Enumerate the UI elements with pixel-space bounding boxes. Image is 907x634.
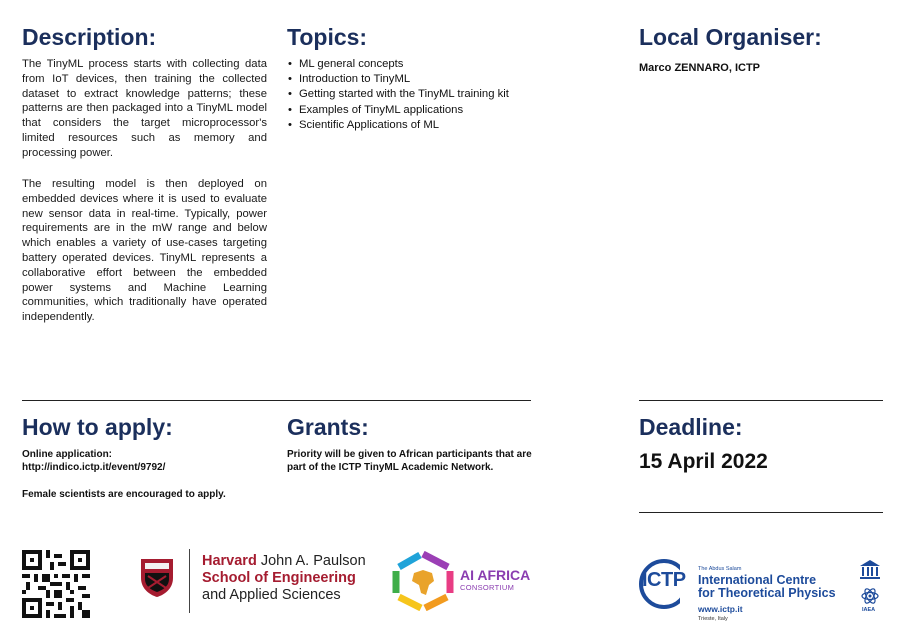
topics-heading: Topics: (287, 24, 368, 50)
qr-code-icon[interactable] (22, 550, 90, 618)
grants-text: Priority will be given to African participants that are part of the ICTP TinyML Academic Network. (287, 449, 532, 473)
unesco-temple-icon (858, 558, 882, 580)
ictp-mark: ICTP (642, 569, 686, 591)
ictp-small-text: The Abdus Salam (698, 566, 742, 572)
ai-africa-hexagon-icon (390, 551, 456, 611)
topic-item: • ML general concepts (288, 57, 509, 72)
harvard-line-3: and Applied Sciences (202, 587, 341, 603)
harvard-divider (189, 549, 190, 613)
description-paragraph-1: The TinyML process starts with collecting data from IoT devices, then training the collected dataset to extract knowledge patterns; these patterns are then packaged into a TinyML model that considers the target microprocessor's limited resources such as memory and processing power. (22, 58, 267, 159)
apply-note: Female scientists are encouraged to apply. (22, 489, 226, 500)
topic-item: • Scientific Applications of ML (288, 118, 509, 133)
description-heading: Description: (22, 24, 157, 50)
apply-online-label: Online application: (22, 449, 113, 460)
ai-africa-title: AI AFRICA (460, 567, 531, 583)
ictp-line-1: International Centre (698, 573, 817, 587)
ai-africa-subtitle: CONSORTIUM (460, 583, 515, 592)
divider-rule-right-bottom (639, 512, 883, 513)
ictp-line-2: for Theoretical Physics (698, 586, 836, 600)
ictp-city: Trieste, Italy (698, 616, 728, 622)
harvard-line-2: School of Engineering (202, 570, 356, 586)
iaea-label: IAEA (862, 607, 876, 613)
iaea-atom-icon (860, 586, 880, 606)
harvard-logo-text (202, 553, 366, 604)
apply-url-link[interactable]: http://indico.ictp.it/event/9792/ (22, 462, 166, 473)
organiser-heading: Local Organiser: (639, 24, 822, 50)
divider-rule-right-top (639, 400, 883, 401)
topics-list (288, 57, 509, 133)
divider-rule-left (22, 400, 531, 401)
organiser-name: Marco ZENNARO, ICTP (639, 62, 761, 74)
grants-heading: Grants: (287, 414, 369, 440)
deadline-date: 15 April 2022 (639, 450, 768, 473)
topic-item: • Getting started with the TinyML training kit (288, 87, 509, 102)
harvard-word: Harvard (202, 553, 257, 569)
description-paragraph-2: The resulting model is then deployed on embedded devices where it is used to evaluate new sensor data in real-time. Typically, power requirements are in the mW range and below which enables a variety of use-cases targeting battery operated devices. TinyML represents a collaborative effort between the embedded power systems and Machine Learning communities, which traditionally have operated independently. (22, 178, 267, 324)
harvard-shield-icon (140, 558, 174, 598)
apply-heading: How to apply: (22, 414, 173, 440)
topic-item: • Examples of TinyML applications (288, 103, 509, 118)
harvard-line-1: John A. Paulson (256, 553, 366, 569)
topic-item: • Introduction to TinyML (288, 72, 509, 87)
deadline-heading: Deadline: (639, 414, 743, 440)
ictp-url-link[interactable]: www.ictp.it (698, 604, 743, 614)
